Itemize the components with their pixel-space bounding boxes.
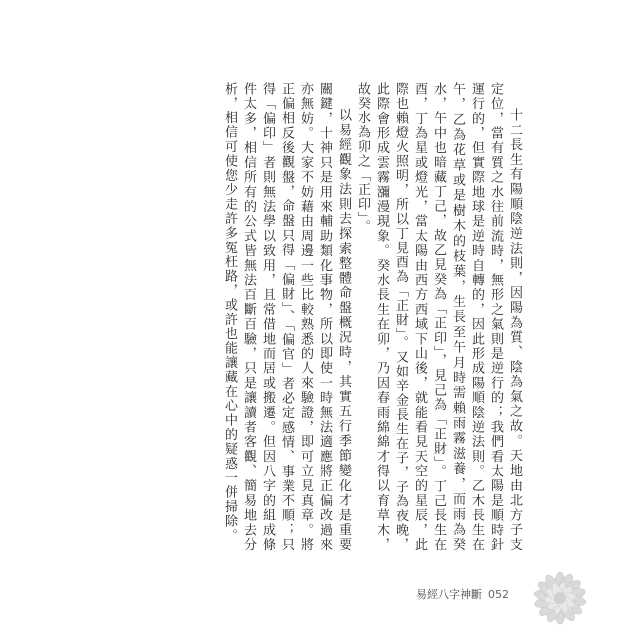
footer-book-title: 易經八字神斷 xyxy=(416,588,482,601)
paragraph-2: 以易經觀象法則去探索整體命盤概況時，其實五行季節變化才是重要關鍵，十神只是用來輔助類化事物，所以即使一時無法適應將正偏改過來亦無妨。大家不妨藉由周邊一些比較熟悉的人來驗證，即可立見真章。將正偏相反後觀盤，命盤只得「偏財」、「偏官」者必定感情、事業不順；只得「偏印」者則無法學以致用，且常借地而居或搬遷。但因八字的組成條件太多，相信所有的公式皆無法百斷百驗，只是讓讀者客觀、簡易地去分析，相信可使您少走許多冤枉路，或許也能讓藏在心中的疑惑一併掃除。 xyxy=(222,82,351,552)
body-text xyxy=(222,82,524,552)
paragraph-1: 十二長生有陽順陰逆法則，因陽為質、陰為氣之故。天地由北方子支定位，當有質之水往前流時，無形之氣則是逆行的；我們看太陽是順時針運行的，但實際地球是逆時自轉的，因此形成陽順陰逆法則。乙木長生在午，乙為花草或是樹木的枝葉，生長至午月時需賴雨霧滋養，而雨為癸水，午中也暗藏丁己，故乙見癸為「正印」，見己為「正財」。丁己長生在酉，丁為星或燈光，當太陽由西方西域下山後，就能看見天空的星辰，此際也賴燈火照明，所以丁見酉為「正財」。又如辛金長生在子，子為夜晚，此際會形成雲霧瀰漫現象。癸水長生在卯，乃因春雨綿綿才得以育草木，故癸水為卯之「正印」。 xyxy=(355,82,522,552)
page-footer xyxy=(416,586,509,602)
page-number: 052 xyxy=(488,588,509,601)
chrysanthemum-flower-icon xyxy=(500,540,610,640)
